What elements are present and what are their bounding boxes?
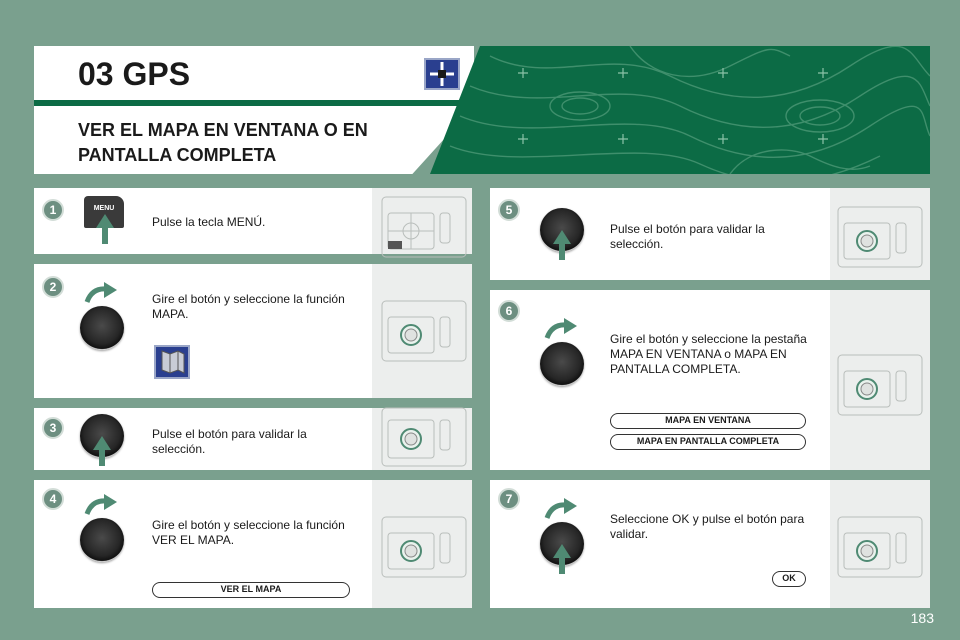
ok-option[interactable]: OK <box>772 571 806 587</box>
rotate-arrow-icon <box>544 318 578 340</box>
radio-console-icon <box>834 506 924 586</box>
page-title: VER EL MAPA EN VENTANA O EN PANTALLA COMPLETA <box>78 120 368 165</box>
radio-console-icon <box>378 290 468 370</box>
step-6-text: Gire el botón y seleccione la pestaña MAPA EN VENTANA o MAPA EN PANTALLA COMPLETA. <box>610 332 807 376</box>
step-number-7: 7 <box>498 488 520 510</box>
radio-console-icon <box>378 404 468 470</box>
map-icon <box>154 345 190 379</box>
menu-key-icon: MENU <box>84 196 124 228</box>
page-number: 183 <box>910 610 934 626</box>
step-7-text: Seleccione OK y pulse el botón para validar. <box>610 512 805 541</box>
step-1-text: Pulse la tecla MENÚ. <box>152 215 266 229</box>
ver-el-mapa-option[interactable]: VER EL MAPA <box>152 582 350 598</box>
header-map-banner <box>430 46 930 174</box>
radio-console-icon <box>834 196 924 276</box>
rotate-arrow-icon <box>544 498 578 520</box>
rotary-knob-icon <box>80 306 124 350</box>
gps-icon <box>424 58 460 90</box>
step-2-text: Gire el botón y seleccione la función MAPA. <box>152 292 345 321</box>
radio-console-icon <box>834 344 924 424</box>
step-number-3: 3 <box>42 417 64 439</box>
mapa-en-ventana-option[interactable]: MAPA EN VENTANA <box>610 413 806 429</box>
step-number-1: 1 <box>42 199 64 221</box>
step-number-5: 5 <box>498 199 520 221</box>
step-number-2: 2 <box>42 276 64 298</box>
header-divider <box>34 100 474 106</box>
rotary-knob-icon <box>80 518 124 562</box>
topographic-map-icon <box>430 46 930 174</box>
radio-console-icon <box>378 186 468 266</box>
step-number-6: 6 <box>498 300 520 322</box>
mapa-en-pantalla-completa-option[interactable]: MAPA EN PANTALLA COMPLETA <box>610 434 806 450</box>
step-number-4: 4 <box>42 488 64 510</box>
chapter-title: 03 GPS <box>78 56 191 92</box>
rotate-arrow-icon <box>84 494 118 516</box>
step-5-text: Pulse el botón para validar la selección. <box>610 222 765 251</box>
rotate-arrow-icon <box>84 282 118 304</box>
step-3-text: Pulse el botón para validar la selección. <box>152 427 307 456</box>
step-4-text: Gire el botón y seleccione la función VER EL MAPA. <box>152 518 345 547</box>
radio-console-icon <box>378 506 468 586</box>
rotary-knob-icon <box>540 342 584 386</box>
